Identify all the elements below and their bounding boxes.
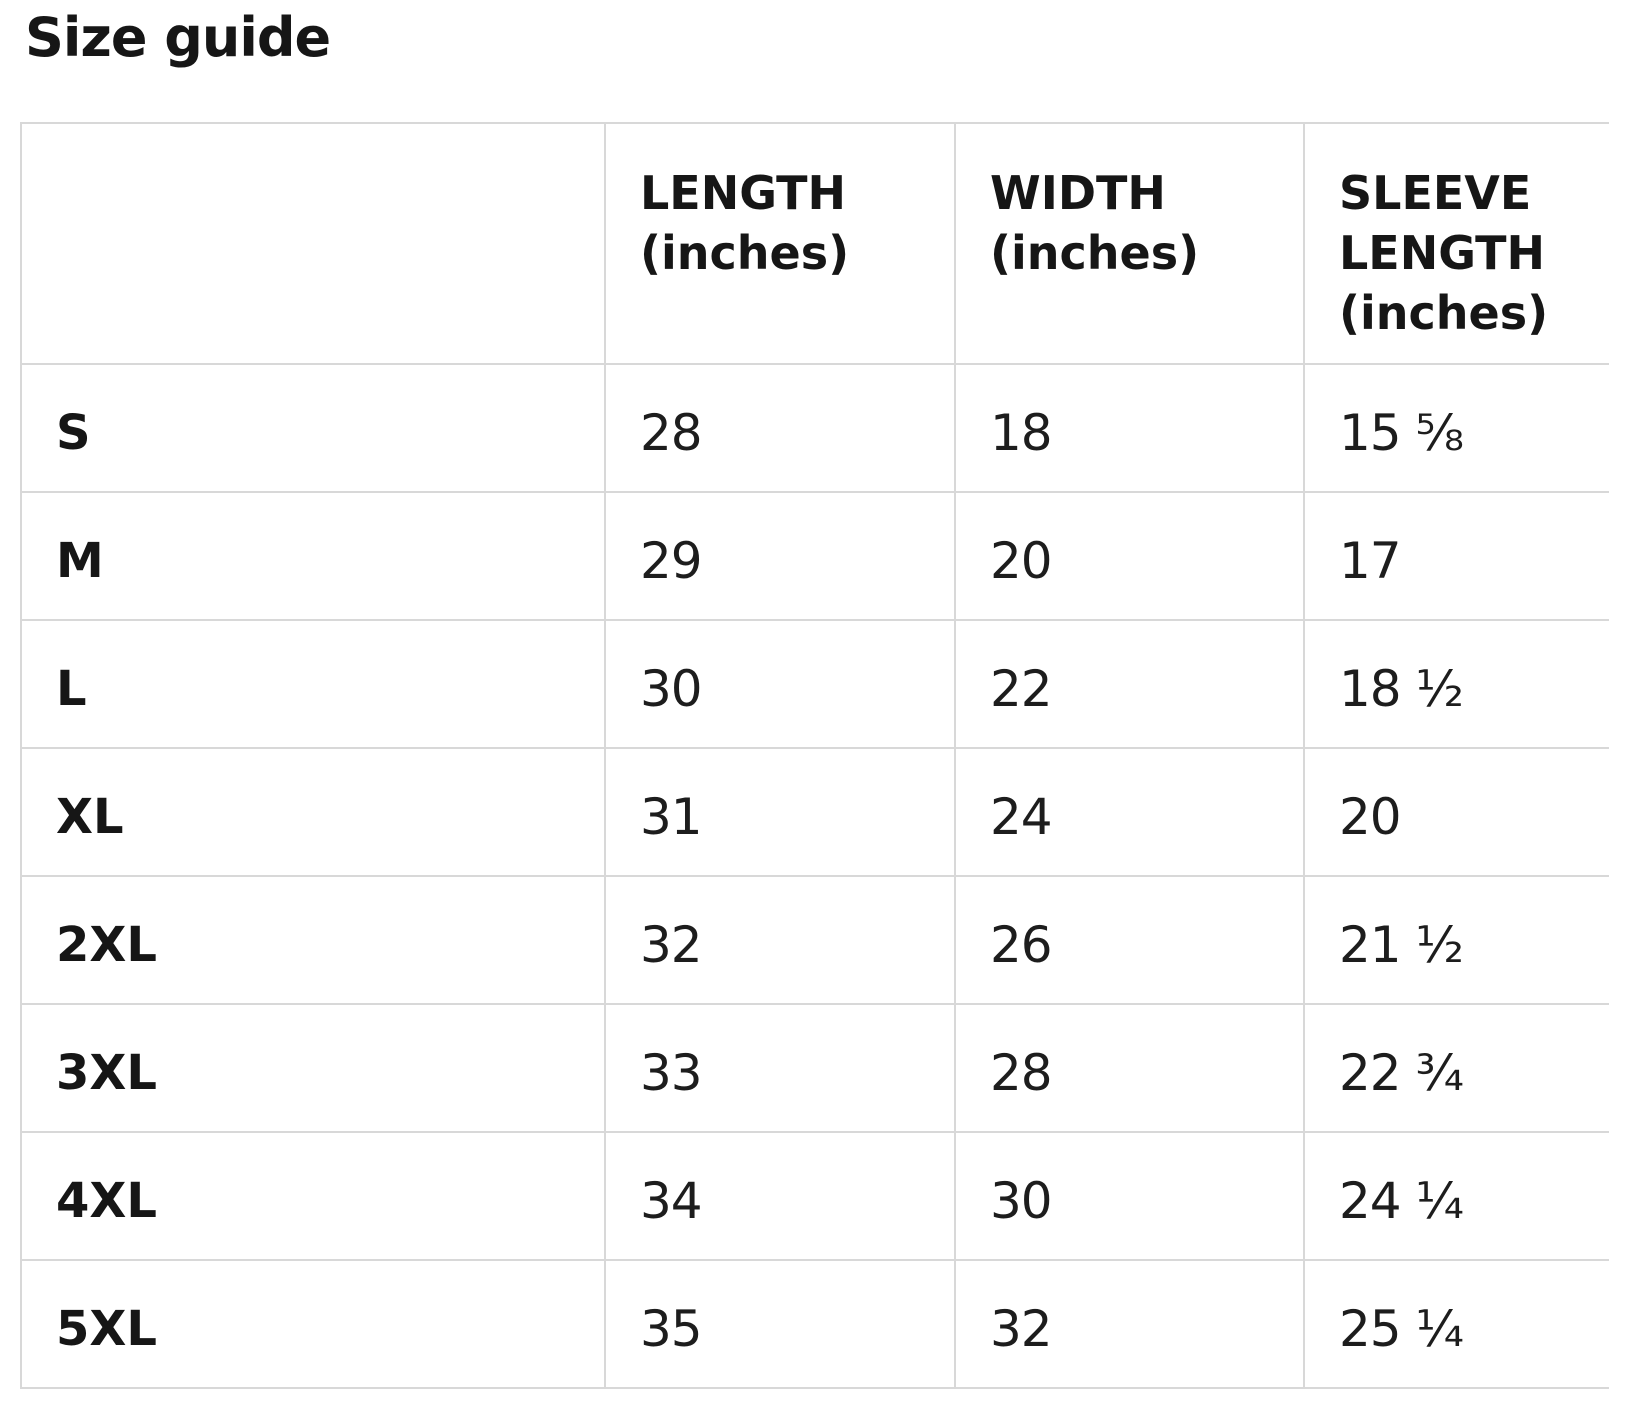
sleeve-value-cell: 20 xyxy=(1304,748,1609,876)
length-value-cell: 34 xyxy=(605,1132,955,1260)
length-value-cell: 30 xyxy=(605,620,955,748)
width-value-cell: 22 xyxy=(955,620,1304,748)
length-value-cell: 35 xyxy=(605,1260,955,1388)
page-title: Size guide xyxy=(25,6,331,69)
table-row-4xl xyxy=(21,1132,1609,1260)
width-value-cell: 18 xyxy=(955,364,1304,492)
width-value-cell: 28 xyxy=(955,1004,1304,1132)
table-row-5xl xyxy=(21,1260,1609,1388)
size-label-cell: 3XL xyxy=(21,1004,605,1132)
sleeve-value-cell: 22 ¾ xyxy=(1304,1004,1609,1132)
width-value-cell: 30 xyxy=(955,1132,1304,1260)
length-value-cell: 33 xyxy=(605,1004,955,1132)
sleeve-header-label: SLEEVE LENGTH xyxy=(1339,166,1546,280)
length-value-cell: 32 xyxy=(605,876,955,1004)
length-value-cell: 31 xyxy=(605,748,955,876)
table-row-3xl xyxy=(21,1004,1609,1132)
width-value-cell: 32 xyxy=(955,1260,1304,1388)
column-header-length xyxy=(605,123,955,364)
table-row-m xyxy=(21,492,1609,620)
width-header-label: WIDTH xyxy=(990,166,1166,220)
size-label-cell: 5XL xyxy=(21,1260,605,1388)
corner-header-cell xyxy=(21,123,605,364)
sleeve-value-cell: 15 ⅝ xyxy=(1304,364,1609,492)
length-header-unit: (inches) xyxy=(640,225,850,280)
sleeve-value-cell: 24 ¼ xyxy=(1304,1132,1609,1260)
column-header-width xyxy=(955,123,1304,364)
width-value-cell: 24 xyxy=(955,748,1304,876)
size-label-cell: 2XL xyxy=(21,876,605,1004)
size-label-cell: L xyxy=(21,620,605,748)
length-header-label: LENGTH xyxy=(640,166,847,220)
size-label-cell: XL xyxy=(21,748,605,876)
table-row-2xl xyxy=(21,876,1609,1004)
width-header-unit: (inches) xyxy=(990,225,1200,280)
table-header-row xyxy=(21,123,1609,364)
length-value-cell: 28 xyxy=(605,364,955,492)
width-value-cell: 20 xyxy=(955,492,1304,620)
table-row-s xyxy=(21,364,1609,492)
sleeve-value-cell: 21 ½ xyxy=(1304,876,1609,1004)
size-label-cell: S xyxy=(21,364,605,492)
table-row-l xyxy=(21,620,1609,748)
length-value-cell: 29 xyxy=(605,492,955,620)
sleeve-header-unit: (inches) xyxy=(1339,285,1549,340)
size-guide-table xyxy=(20,122,1609,1389)
sleeve-value-cell: 18 ½ xyxy=(1304,620,1609,748)
column-header-sleeve-length xyxy=(1304,123,1609,364)
sleeve-value-cell: 17 xyxy=(1304,492,1609,620)
table-row-xl xyxy=(21,748,1609,876)
size-label-cell: 4XL xyxy=(21,1132,605,1260)
size-label-cell: M xyxy=(21,492,605,620)
sleeve-value-cell: 25 ¼ xyxy=(1304,1260,1609,1388)
width-value-cell: 26 xyxy=(955,876,1304,1004)
